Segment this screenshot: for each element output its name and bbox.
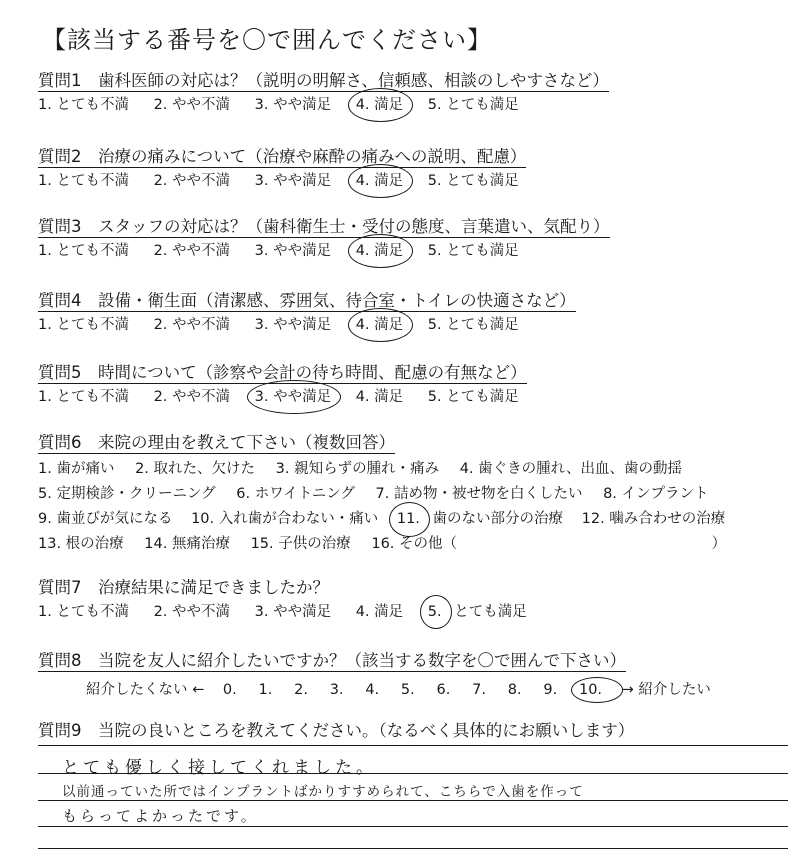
question-4-text: 設備・衛生面（清潔感、雰囲気、待合室・トイレの快適さなど）	[98, 291, 576, 310]
q9-ruled-line-3	[38, 800, 788, 801]
q6-row-4	[38, 532, 798, 557]
q6-option-11-label: 歯のない部分の治療	[432, 511, 564, 527]
q5-option-5[interactable]: 5. とても満足	[427, 389, 519, 405]
q6-option-8[interactable]: 8. インプラント	[603, 486, 709, 502]
q7-option-1[interactable]: 1. とても不満	[38, 604, 129, 620]
q6-option-12[interactable]: 12. 噛み合わせの治療	[581, 511, 726, 527]
q3-option-5[interactable]: 5. とても満足	[427, 243, 519, 259]
question-9-number: 質問9	[38, 721, 82, 740]
question-1	[38, 70, 798, 117]
q2-option-5[interactable]: 5. とても満足	[427, 173, 519, 189]
q8-scale-7[interactable]: 7.	[472, 682, 486, 698]
q7-option-2[interactable]: 2. やや不満	[153, 604, 231, 620]
question-5-number: 質問5	[38, 363, 82, 382]
q6-option-14[interactable]: 14. 無痛治療	[144, 536, 230, 552]
question-4-underline	[38, 291, 576, 312]
question-7	[38, 577, 798, 624]
q9-answer-line-2[interactable]: 以前通っていた所ではインプラントばかりすすめられて、こちらで入歯を作って	[62, 784, 584, 800]
q5-option-1[interactable]: 1. とても不満	[38, 389, 129, 405]
q8-scale	[38, 678, 798, 699]
question-2-number: 質問2	[38, 147, 82, 166]
q8-right-label: → 紹介したい	[621, 682, 711, 698]
question-9	[38, 720, 798, 742]
q6-option-1[interactable]: 1. 歯が痛い	[38, 461, 115, 477]
question-3-underline	[38, 217, 610, 238]
q9-ruled-line-1	[38, 745, 788, 746]
q1-option-4-selected[interactable]: 4. 満足	[356, 93, 403, 117]
q2-option-3[interactable]: 3. やや満足	[254, 173, 332, 189]
q2-option-4-selected[interactable]: 4. 満足	[356, 169, 403, 193]
q6-option-16[interactable]: 16. その他（	[371, 536, 458, 552]
q3-option-2[interactable]: 2. やや不満	[153, 243, 231, 259]
q7-option-5-label: とても満足	[454, 604, 527, 620]
q6-row-1	[38, 457, 798, 482]
question-1-text: 歯科医師の対応は？（説明の明解さ、信頼感、相談のしやすさなど）	[98, 71, 609, 90]
q8-scale-8[interactable]: 8.	[507, 682, 522, 698]
q6-option-2[interactable]: 2. 取れた、欠けた	[135, 461, 256, 477]
q1-option-3[interactable]: 3. やや満足	[254, 97, 332, 113]
q6-option-15[interactable]: 15. 子供の治療	[250, 536, 351, 552]
question-8-underline	[38, 651, 626, 672]
question-6-underline	[38, 433, 395, 454]
question-4	[38, 290, 798, 337]
question-6	[38, 432, 798, 557]
question-6-number: 質問6	[38, 433, 82, 452]
q1-option-5[interactable]: 5. とても満足	[427, 97, 519, 113]
question-5-text: 時間について（診察や会計の待ち時間、配慮の有無など）	[98, 363, 527, 382]
q8-scale-1[interactable]: 1.	[258, 682, 273, 698]
question-2	[38, 146, 798, 193]
q8-scale-2[interactable]: 2.	[294, 682, 308, 698]
q6-option-4[interactable]: 4. 歯ぐきの腫れ、出血、歯の動揺	[459, 461, 682, 477]
question-7-text: 治療結果に満足できましたか？	[98, 578, 329, 597]
question-3-text: スタッフの対応は？（歯科衛生士・受付の態度、言葉遣い、気配り）	[98, 217, 610, 236]
q6-other-close-paren: ）	[711, 536, 727, 552]
q5-option-4[interactable]: 4. 満足	[355, 389, 404, 405]
q8-scale-9[interactable]: 9.	[543, 682, 558, 698]
q8-left-label: 紹介したくない ←	[86, 682, 205, 698]
q8-scale-10-selected[interactable]: 10.	[579, 682, 613, 698]
q6-option-7[interactable]: 7. 詰め物・被せ物を白くしたい	[375, 486, 583, 502]
q6-option-3[interactable]: 3. 親知らずの腫れ・痛み	[275, 461, 440, 477]
question-3	[38, 216, 798, 263]
q3-option-4-selected[interactable]: 4. 満足	[356, 239, 403, 263]
question-8-text: 当院を友人に紹介したいですか？（該当する数字を〇で囲んで下さい）	[98, 651, 626, 670]
q1-option-2[interactable]: 2. やや不満	[153, 97, 231, 113]
question-2-underline	[38, 147, 526, 168]
question-3-number: 質問3	[38, 217, 82, 236]
q4-option-1[interactable]: 1. とても不満	[38, 317, 129, 333]
q4-option-4-selected[interactable]: 4. 満足	[356, 313, 403, 337]
question-2-text: 治療の痛みについて（治療や麻酔の痛みへの説明、配慮）	[98, 147, 527, 166]
q6-option-13[interactable]: 13. 根の治療	[38, 536, 124, 552]
question-1-underline	[38, 71, 609, 92]
question-6-text: 来院の理由を教えて下さい（複数回答）	[98, 433, 395, 452]
q3-option-3[interactable]: 3. やや満足	[254, 243, 332, 259]
question-5	[38, 362, 798, 409]
question-7-number: 質問7	[38, 578, 82, 597]
q9-answer-line-1[interactable]: とても優しく接してくれました。	[62, 758, 377, 778]
q9-ruled-line-5	[38, 848, 788, 849]
q6-option-5[interactable]: 5. 定期検診・クリーニング	[38, 486, 216, 502]
q8-scale-6[interactable]: 6.	[436, 682, 451, 698]
q6-row-3	[38, 507, 798, 532]
q2-option-1[interactable]: 1. とても不満	[38, 173, 129, 189]
q8-scale-0[interactable]: 0.	[222, 682, 237, 698]
q8-scale-5[interactable]: 5.	[400, 682, 415, 698]
question-9-text: 当院の良いところを教えてください。（なるべく具体的にお願いします）	[98, 721, 635, 740]
q7-option-5-selected[interactable]: 5.	[428, 600, 442, 624]
q4-option-2[interactable]: 2. やや不満	[153, 317, 231, 333]
q6-option-6[interactable]: 6. ホワイトニング	[236, 486, 355, 502]
question-1-number: 質問1	[38, 71, 82, 90]
q4-option-5[interactable]: 5. とても満足	[427, 317, 519, 333]
q1-option-1[interactable]: 1. とても不満	[38, 97, 129, 113]
q3-option-1[interactable]: 1. とても不満	[38, 243, 129, 259]
question-4-number: 質問4	[38, 291, 82, 310]
q9-answer-line-3[interactable]: もらってよかったです。	[62, 807, 259, 825]
q6-option-11-selected[interactable]: 11.	[397, 507, 420, 532]
page-title: 【該当する番号を〇で囲んでください】	[42, 26, 492, 54]
question-8-number: 質問8	[38, 651, 82, 670]
q7-option-4[interactable]: 4. 満足	[355, 604, 404, 620]
q6-option-9[interactable]: 9. 歯並びが気になる	[38, 511, 173, 527]
q8-scale-3[interactable]: 3.	[329, 682, 344, 698]
q9-ruled-line-4	[38, 826, 788, 827]
q8-scale-4[interactable]: 4.	[365, 682, 380, 698]
q7-option-3[interactable]: 3. やや満足	[254, 604, 332, 620]
q6-option-10[interactable]: 10. 入れ歯が合わない・痛い	[191, 511, 379, 527]
q2-option-2[interactable]: 2. やや不満	[153, 173, 231, 189]
q5-option-2[interactable]: 2. やや不満	[153, 389, 231, 405]
q4-option-3[interactable]: 3. やや満足	[254, 317, 332, 333]
question-8	[38, 650, 798, 699]
q5-option-3-selected[interactable]: 3. やや満足	[255, 385, 331, 409]
